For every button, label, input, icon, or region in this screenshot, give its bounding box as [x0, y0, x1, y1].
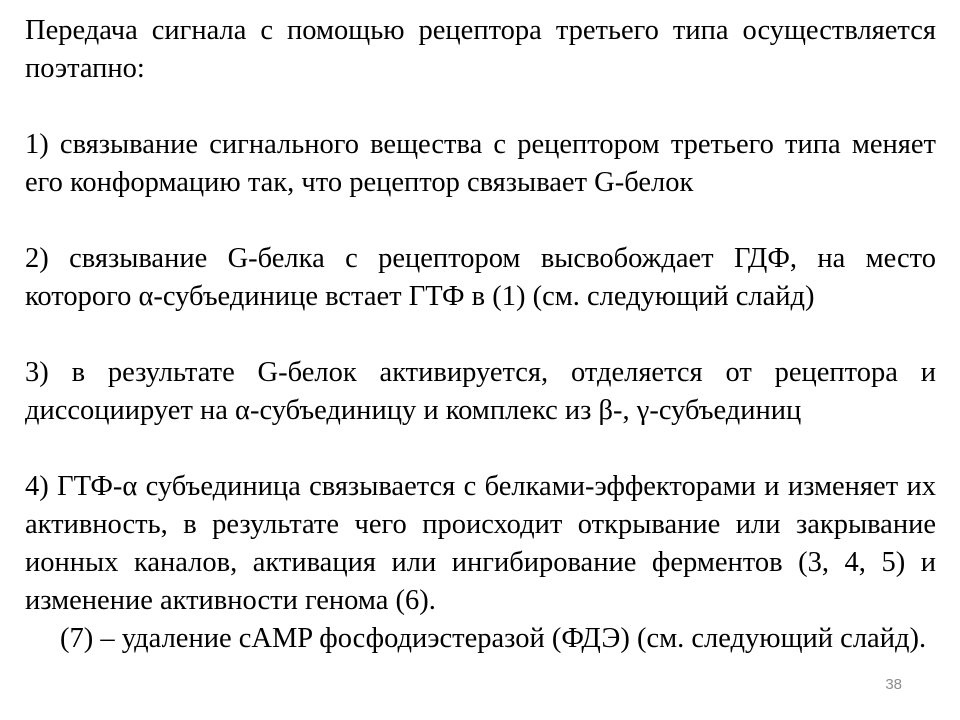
- intro-paragraph: Передача сигнала с помощью рецептора третьего типа осуществляется поэтапно:: [25, 15, 936, 84]
- step-1-paragraph: 1) связывание сигнального вещества с рецептором третьего типа меняет его конформацию так, что рецептор связывает G-белок: [25, 129, 936, 198]
- page-number: 38: [885, 676, 902, 693]
- step-2-paragraph: 2) связывание G-белка с рецептором высвобождает ГДФ, на место которого α-субъединице встает ГТФ в (1) (см. следующий слайд): [25, 243, 936, 312]
- paragraph-gap: [25, 430, 936, 468]
- paragraph-gap: [25, 316, 936, 354]
- step-4-paragraph: 4) ГТФ-α субъединица связывается с белками-эффекторами и изменяет их активность, в результате чего происходит открывание или закрывание ионных каналов, активация или ингибирование ферментов (3, 4, 5) и изменение активности генома (6).: [25, 471, 936, 616]
- paragraph-gap: [25, 202, 936, 240]
- slide-body: [25, 12, 936, 658]
- note-paragraph: (7) – удаление cAMP фосфодиэстеразой (ФДЭ) (см. следующий слайд).: [60, 623, 927, 654]
- paragraph-gap: [25, 88, 936, 126]
- step-3-paragraph: 3) в результате G-белок активируется, отделяется от рецептора и диссоциирует на α-субъединицу и комплекс из β-, γ-субъединиц: [25, 357, 936, 426]
